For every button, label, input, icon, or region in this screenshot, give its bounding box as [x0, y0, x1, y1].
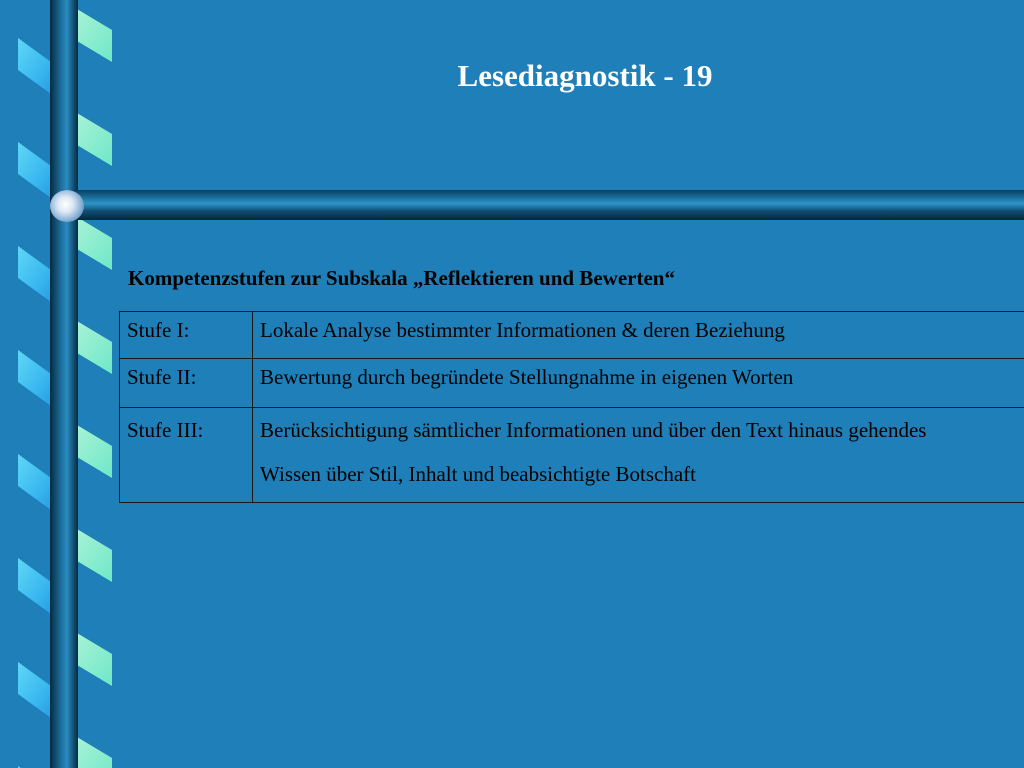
level-cell: Stufe III: — [120, 408, 253, 503]
description-cell: Bewertung durch begründete Stellungnahme in eigenen Worten — [253, 359, 1024, 408]
competency-levels-table — [119, 311, 1024, 503]
level-cell: Stufe I: — [120, 312, 253, 359]
table-row — [120, 312, 1024, 359]
description-cell — [253, 408, 1024, 503]
level-cell: Stufe II: — [120, 359, 253, 408]
slide-title: Lesediagnostik - 19 — [457, 58, 713, 93]
table-caption: Kompetenzstufen zur Subskala „Reflektieren und Bewerten“ — [128, 266, 675, 290]
description-line-2: Wissen über Stil, Inhalt und beabsichtigte Botschaft — [260, 462, 696, 486]
decorative-ribbon-strip — [0, 0, 115, 768]
description-line-1: Berücksichtigung sämtlicher Informationen und über den Text hinaus gehendes — [260, 418, 927, 442]
horizontal-divider-bar — [62, 190, 1024, 220]
divider-knob — [50, 190, 84, 222]
description-cell: Lokale Analyse bestimmter Informationen & deren Beziehung — [253, 312, 1024, 359]
table-row — [120, 408, 1024, 503]
table-row — [120, 359, 1024, 408]
